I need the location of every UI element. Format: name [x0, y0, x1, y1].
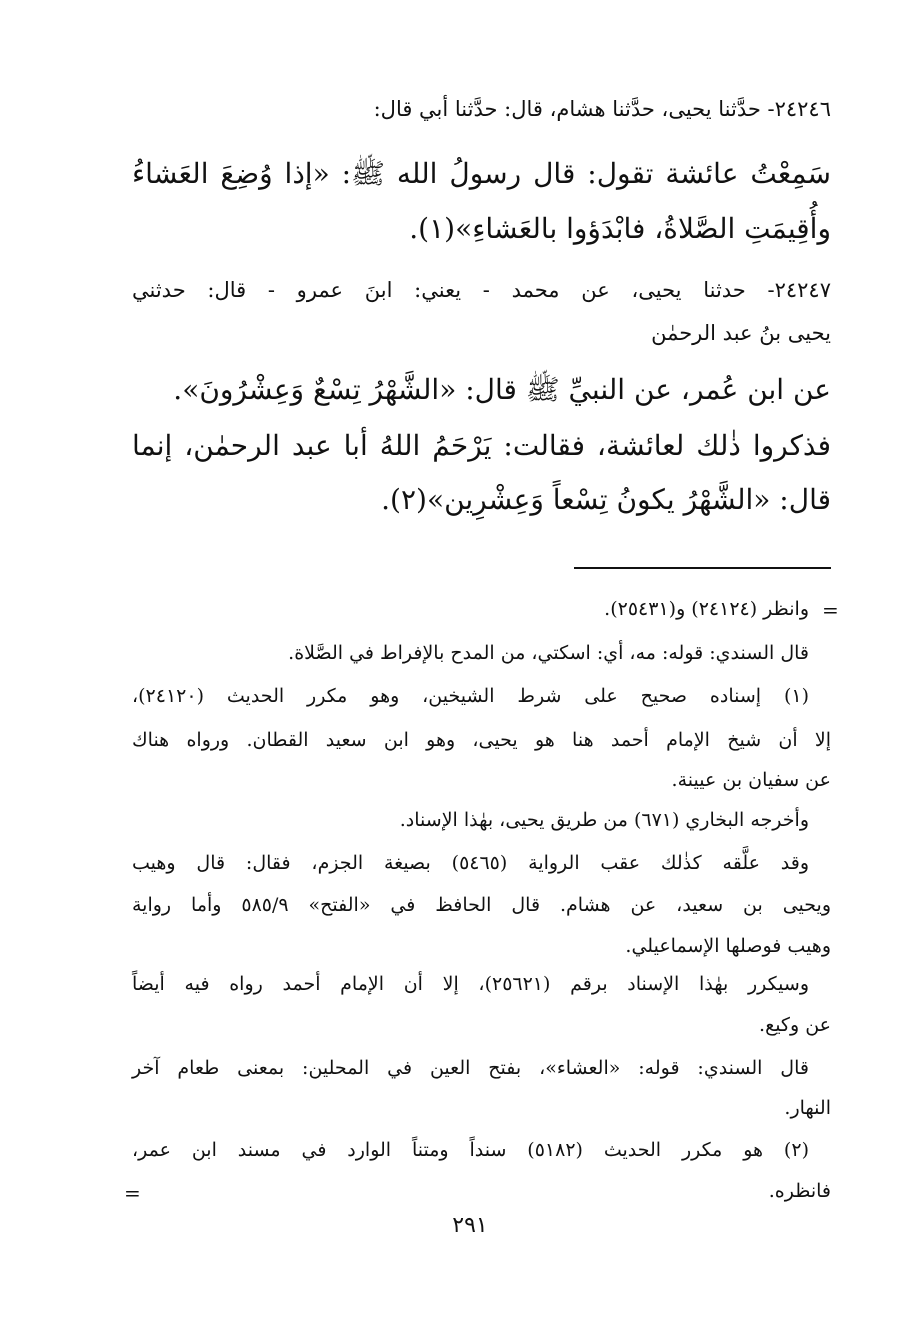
footnote-divider: [574, 567, 831, 569]
footnote-line: قال السندي: قوله: «العشاء»، بفتح العين في المحلين: بمعنى طعام آخر: [132, 1057, 809, 1079]
footnote-line: ويحيى بن سعيد، عن هشام. قال الحافظ في «الفتح» ٥٨٥/٩ وأما رواية: [132, 894, 832, 916]
footnote-line: وانظر (٢٤١٢٤) و(٢٥٤٣١).: [604, 598, 809, 620]
footnote-line: عن وكيع.: [759, 1014, 831, 1036]
hadith-24247-isnad-line-1: ٢٤٢٤٧- حدثنا يحيى، عن محمد - يعني: ابنَ عمرو - قال: حدثني: [132, 278, 831, 302]
continuation-mark: =: [822, 598, 839, 622]
hadith-24246-matn-line-2: وأُقِيمَتِ الصَّلاةُ، فابْدَؤوا بالعَشاءِ»(١).: [409, 212, 831, 245]
footnote-line: (١) إسناده صحيح على شرط الشيخين، وهو مكرر الحديث (٢٤١٢٠)،: [132, 685, 809, 707]
page-number: ٢٩١: [452, 1213, 488, 1238]
hadith-24247-isnad-line-2: يحيى بنُ عبد الرحمٰن: [651, 321, 831, 345]
footnote-line: النهار.: [784, 1097, 831, 1119]
footnote-line: فانظره.: [768, 1180, 831, 1202]
footnote-line: وأخرجه البخاري (٦٧١) من طريق يحيى، بهٰذا الإسناد.: [399, 809, 809, 831]
hadith-24247-matn-line-3: قال: «الشَّهْرُ يكونُ تِسْعاً وَعِشْرِين»(٢).: [381, 483, 831, 516]
footnote-line: وسيكرر بهٰذا الإسناد برقم (٢٥٦٢١)، إلا أن الإمام أحمد رواه فيه أيضاً: [132, 973, 809, 995]
hadith-24246-isnad: ٢٤٢٤٦- حدَّثنا يحيى، حدَّثنا هشام، قال: حدَّثنا أبي قال:: [373, 97, 831, 121]
footnote-line: قال السندي: قوله: مه، أي: اسكتي، من المدح بالإفراط في الصَّلاة.: [288, 642, 809, 664]
hadith-24247-matn-line-2: فذكروا ذٰلك لعائشة، فقالت: يَرْحَمُ اللهُ أبا عبد الرحمٰن، إنما: [132, 429, 831, 462]
footnote-line: (٢) هو مكرر الحديث (٥١٨٢) سنداً ومتناً الوارد في مسند ابن عمر،: [132, 1139, 809, 1161]
footnote-line: وقد علَّقه كذٰلك عقب الرواية (٥٤٦٥) بصيغة الجزم، فقال: قال وهيب: [132, 852, 809, 874]
footnote-line: وهيب فوصلها الإسماعيلي.: [625, 935, 831, 957]
footnote-line: عن سفيان بن عيينة.: [671, 769, 831, 791]
continuation-mark: =: [124, 1181, 141, 1205]
hadith-24246-matn-line-1: سَمِعْتُ عائشة تقول: قال رسولُ الله ﷺ: «إذا وُضِعَ العَشاءُ: [132, 157, 831, 190]
footnote-line: إلا أن شيخ الإمام أحمد هنا هو يحيى، وهو ابن سعيد القطان. ورواه هناك: [132, 729, 831, 751]
hadith-24247-matn-line-1: عن ابن عُمر، عن النبيِّ ﷺ قال: «الشَّهْرُ تِسْعٌ وَعِشْرُونَ».: [173, 373, 831, 406]
